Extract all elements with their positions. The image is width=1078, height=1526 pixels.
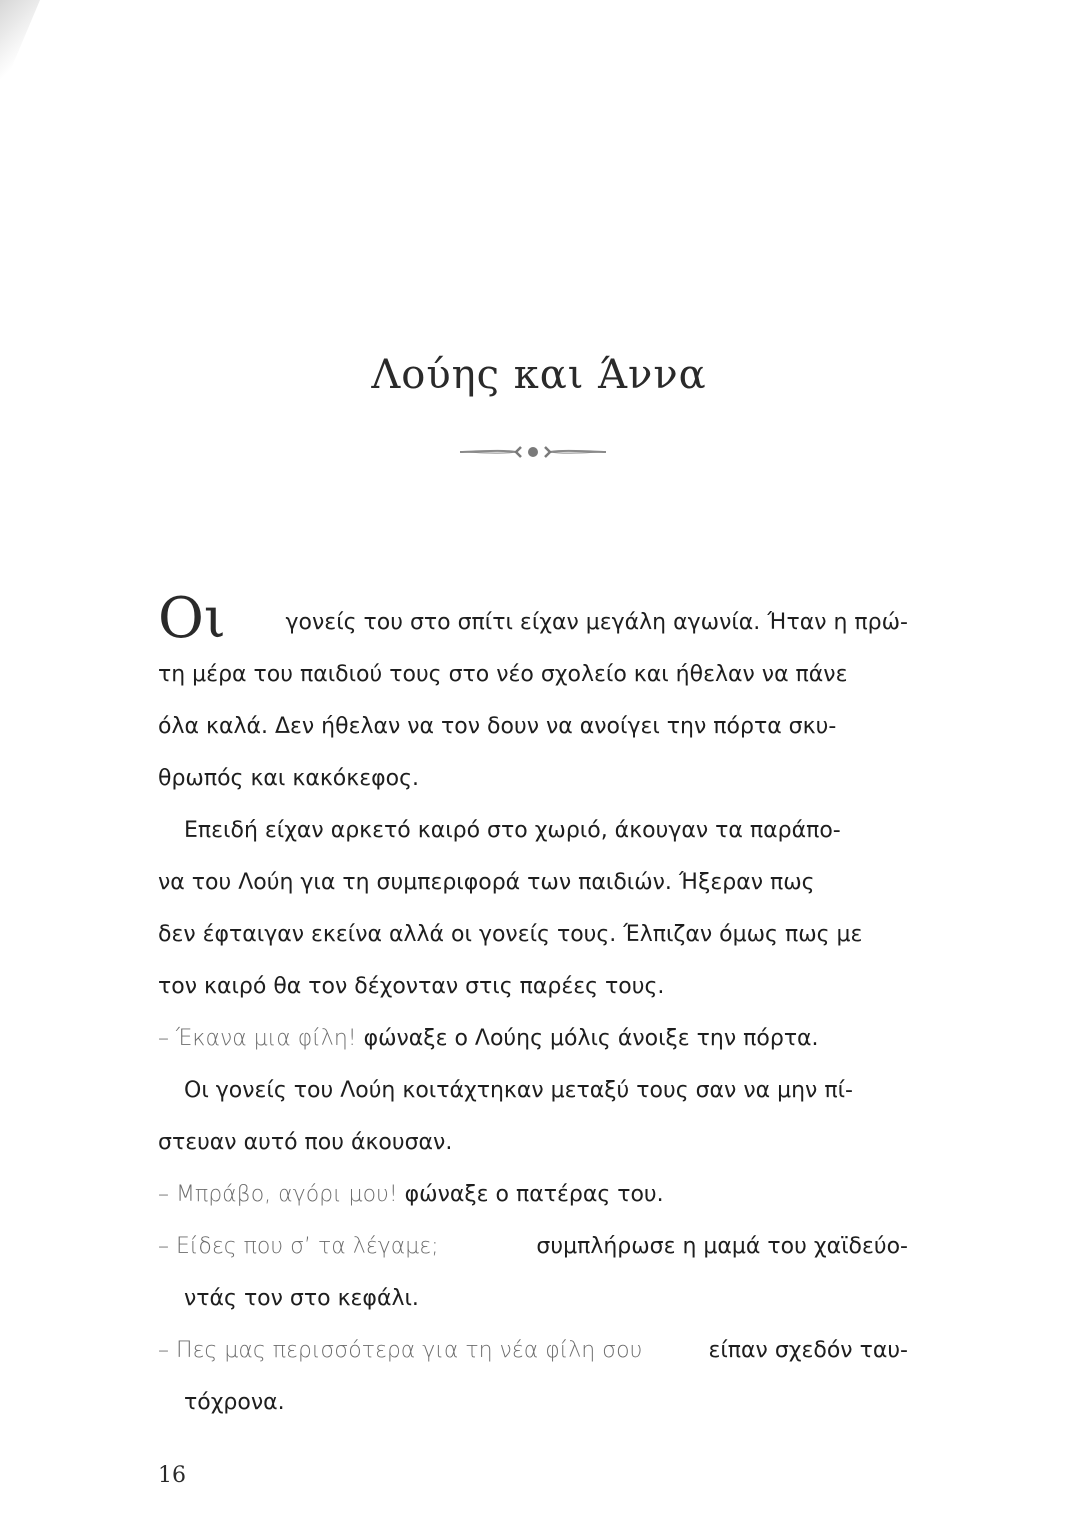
dialogue-speech: – Είδες που σ’ τα λέγαμε; <box>158 1234 446 1259</box>
dialogue-line <box>158 1273 908 1325</box>
dialogue-narration: τόχρονα. <box>184 1390 285 1415</box>
dialogue-narration: ντάς τον στο κεφάλι. <box>184 1286 419 1311</box>
paragraph-line: όλα καλά. Δεν ήθελαν να τον δουν να ανοίγει την πόρτα σκυ- <box>158 714 837 739</box>
paragraph-line: δεν έφταιγαν εκείνα αλλά οι γονείς τους. Έλπιζαν όμως πως με <box>158 922 863 947</box>
page-curl-corner <box>0 0 40 95</box>
text-line <box>158 1117 908 1169</box>
dialogue-narration: είπαν σχεδόν ταυ- <box>708 1338 908 1363</box>
text-line <box>158 909 908 961</box>
dialogue-speech: – Μπράβο, αγόρι μου! <box>158 1182 405 1207</box>
dialogue-narration: φώναξε ο πατέρας του. <box>404 1182 664 1207</box>
drop-cap: Οι <box>158 586 226 651</box>
paragraph-line: στευαν αυτό που άκουσαν. <box>158 1130 453 1155</box>
paragraph-line: τη μέρα του παιδιού τους στο νέο σχολείο και ήθελαν να πάνε <box>158 662 848 687</box>
dialogue-line <box>158 1169 908 1221</box>
dialogue-narration: συμπλήρωσε η μαμά του χαϊδεύο- <box>536 1234 908 1259</box>
paragraph-line: γονείς του στο σπίτι είχαν μεγάλη αγωνία. Ήταν η πρώ- <box>285 610 908 635</box>
paragraph-line: θρωπός και κακόκεφος. <box>158 766 419 791</box>
text-line <box>158 753 908 805</box>
text-line <box>158 586 908 651</box>
dialogue-line <box>158 1013 908 1065</box>
dialogue-speech: – Πες μας περισσότερα για τη νέα φίλη σου <box>158 1338 650 1363</box>
text-line <box>158 649 908 701</box>
dialogue-line <box>158 1377 908 1429</box>
text-line <box>158 805 908 857</box>
text-line <box>158 701 908 753</box>
ornament-divider-icon <box>458 440 608 464</box>
paragraph-line: Επειδή είχαν αρκετό καιρό στο χωριό, άκουγαν τα παράπο- <box>184 818 841 843</box>
dialogue-narration: φώναξε ο Λούης μόλις άνοιξε την πόρτα. <box>363 1026 819 1051</box>
dialogue-speech: – Έκανα μια φίλη! <box>158 1026 364 1051</box>
text-line <box>158 857 908 909</box>
text-line <box>158 1065 908 1117</box>
paragraph-line: να του Λούη για τη συμπεριφορά των παιδιών. Ήξεραν πως <box>158 870 815 895</box>
paragraph-line: τον καιρό θα τον δέχονταν στις παρέες τους. <box>158 974 665 999</box>
page-number: 16 <box>158 1463 186 1488</box>
text-line <box>158 961 908 1013</box>
dialogue-line <box>158 1325 908 1377</box>
body-text <box>158 586 908 1429</box>
dialogue-line <box>158 1221 908 1273</box>
chapter-title: Λούης και Άννα <box>371 352 707 398</box>
paragraph-line: Οι γονείς του Λούη κοιτάχτηκαν μεταξύ τους σαν να μην πί- <box>184 1078 853 1103</box>
